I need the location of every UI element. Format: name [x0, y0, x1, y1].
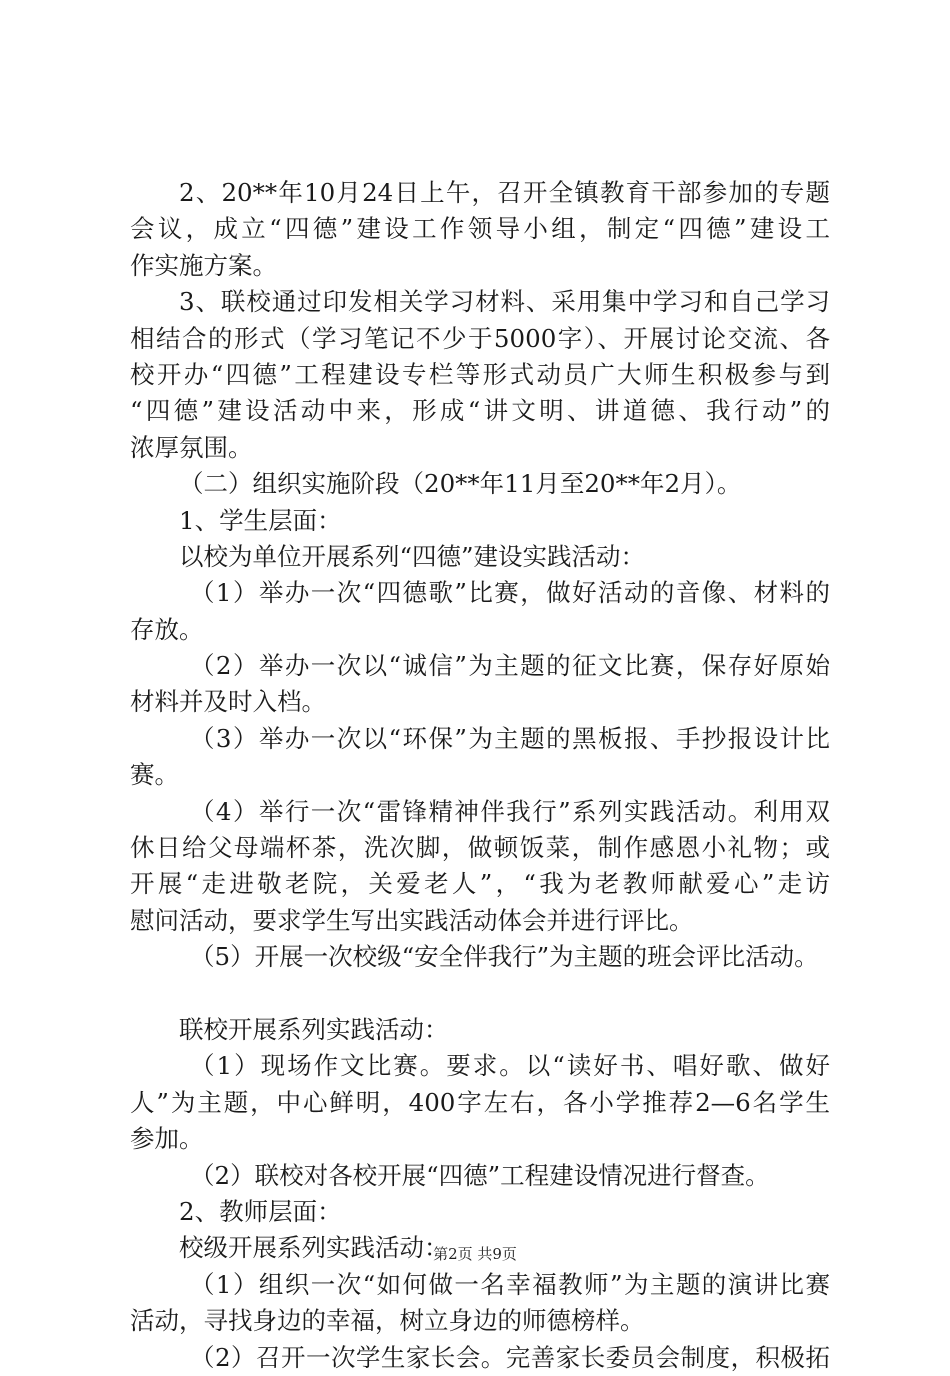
list-item-line: （1）举办一次“四德歌”比赛，做好活动的音像、材料的 [190, 578, 830, 608]
paragraph-line: 作实施方案。 [130, 250, 277, 280]
section-heading: （二）组织实施阶段（20**年11月至20**年2月）。 [179, 469, 742, 499]
list-item-line: （2）举办一次以“诚信”为主题的征文比赛，保存好原始 [190, 651, 830, 681]
list-item-line: 存放。 [130, 614, 204, 644]
list-item-line: 赛。 [130, 760, 179, 790]
list-item-line: （2）联校对各校开展“四德”工程建设情况进行督查。 [190, 1160, 770, 1190]
document-body [130, 175, 830, 1376]
page-footer: 第2页 共9页 [433, 1245, 517, 1263]
paragraph-line: “四德”建设活动中来，形成“讲文明、讲道德、我行动”的 [130, 396, 830, 426]
paragraph-line: 相结合的形式（学习笔记不少于5000字）、开展讨论交流、各 [130, 323, 830, 353]
paragraph-line: 3、联校通过印发相关学习材料、采用集中学习和自己学习 [179, 287, 830, 317]
list-item-line: （4）举行一次“雷锋精神伴我行”系列实践活动。利用双 [190, 796, 830, 826]
list-item-line: 慰问活动，要求学生写出实践活动体会并进行评比。 [130, 905, 694, 935]
paragraph-line: 以校为单位开展系列“四德”建设实践活动： [179, 541, 646, 571]
paragraph-line: 联校开展系列实践活动： [179, 1014, 449, 1044]
list-item-line: 休日给父母端杯茶，洗次脚，做顿饭菜，制作感恩小礼物；或 [130, 833, 830, 863]
list-item-line: 参加。 [130, 1124, 204, 1154]
subsection-heading: 1、学生层面： [179, 505, 342, 535]
paragraph-line: 校级开展系列实践活动： [179, 1233, 449, 1263]
subsection-heading: 2、教师层面： [179, 1196, 342, 1226]
list-item-line: （3）举办一次以“环保”为主题的黑板报、手抄报设计比 [190, 723, 830, 753]
list-item-line: （5）开展一次校级“安全伴我行”为主题的班会评比活动。 [190, 942, 819, 972]
list-item-line: （1）现场作文比赛。要求。以“读好书、唱好歌、做好 [190, 1051, 830, 1081]
list-item-line: 活动，寻找身边的幸福，树立身边的师德榜样。 [130, 1306, 645, 1336]
list-item-line: 开展“走进敬老院，关爱老人”，“我为老教师献爱心”走访 [130, 869, 830, 899]
paragraph-line: 校开办“四德”工程建设专栏等形式动员广大师生积极参与到 [130, 359, 830, 389]
blank-line [130, 976, 830, 1012]
list-item-line: （1）组织一次“如何做一名幸福教师”为主题的演讲比赛 [190, 1269, 830, 1299]
list-item-line: 材料并及时入档。 [130, 687, 326, 717]
list-item-line: （2）召开一次学生家长会。完善家长委员会制度，积极拓 [190, 1342, 830, 1372]
list-item-line: 人”为主题，中心鲜明，400字左右，各小学推荐2—6名学生 [130, 1087, 830, 1117]
paragraph-line: 2、20**年10月24日上午，召开全镇教育干部参加的专题 [179, 178, 830, 207]
paragraph-line: 会议，成立“四德”建设工作领导小组，制定“四德”建设工 [130, 214, 830, 244]
paragraph-line: 浓厚氛围。 [130, 432, 253, 462]
